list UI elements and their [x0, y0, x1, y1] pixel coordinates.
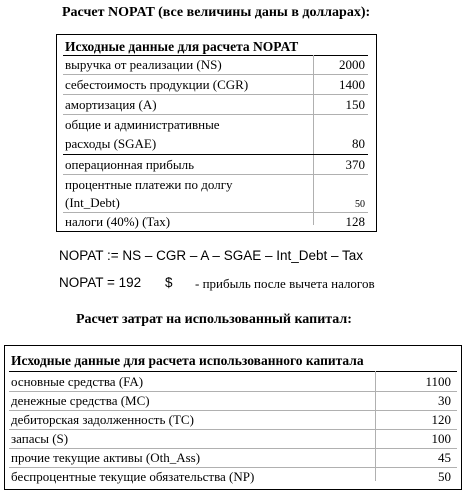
row-label: дебиторская задолженность (TC)	[11, 412, 194, 427]
row-value: 50	[438, 469, 451, 484]
row-label: беспроцентные текущие обязательства (NP)	[11, 469, 255, 484]
row-value: 45	[438, 450, 451, 465]
row-label: денежные средства (MC)	[11, 393, 150, 408]
nopat-formula: NOPAT := NS – CGR – A – SGAE – Int_Debt – Tax	[59, 248, 364, 263]
row-value: 150	[345, 97, 365, 112]
nopat-title: Расчет NOPAT (все величины даны в долларах):	[62, 5, 371, 20]
row-label: операционная прибыль	[65, 157, 195, 172]
row-label-line2: расходы (SGAE)	[65, 136, 157, 151]
row-value: 100	[431, 431, 451, 446]
row-value: 1400	[339, 77, 365, 92]
row-value: 370	[345, 157, 365, 172]
capital-title: Расчет затрат на использованный капитал:	[76, 312, 352, 327]
row-label: запасы (S)	[11, 431, 69, 446]
nopat-input-table	[56, 34, 377, 232]
row-label: налоги (40%) (Tax)	[65, 214, 171, 229]
nopat-table-header: Исходные данные для расчета NOPAT	[65, 39, 299, 54]
row-label: выручка от реализации (NS)	[65, 57, 222, 72]
row-value: 120	[431, 412, 451, 427]
nopat-result: NOPAT = 192	[59, 275, 142, 290]
row-label-line1: процентные платежи по долгу	[65, 177, 233, 192]
capital-input-table	[4, 345, 462, 490]
table-row-int-debt	[63, 177, 368, 213]
capital-table-header: Исходные данные для расчета использованного капитала	[11, 353, 364, 368]
row-label: прочие текущие активы (Oth_Ass)	[11, 450, 201, 465]
row-value: 50	[355, 199, 365, 210]
row-value: 2000	[339, 57, 365, 72]
table-row-sgae	[63, 117, 368, 157]
row-value: 1100	[425, 374, 451, 389]
row-label: себестоимость продукции (CGR)	[65, 77, 249, 92]
row-value: 80	[352, 136, 365, 151]
row-label: амортизация (A)	[65, 97, 157, 112]
row-label-line1: общие и административные	[65, 117, 220, 132]
row-label: основные средства (FA)	[11, 374, 144, 389]
row-label-line2: (Int_Debt)	[65, 195, 120, 210]
nopat-result-unit: $	[165, 275, 173, 290]
row-value: 128	[345, 214, 365, 229]
row-value: 30	[438, 393, 451, 408]
nopat-result-note: - прибыль после вычета налогов	[195, 276, 375, 291]
